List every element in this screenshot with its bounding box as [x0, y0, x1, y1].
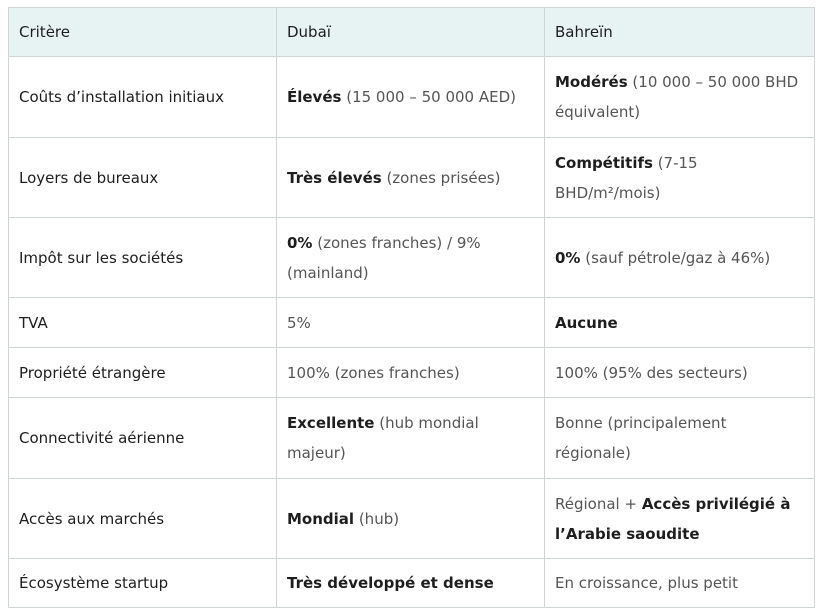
bahrain-cell	[545, 398, 815, 479]
table-header-row	[9, 8, 815, 57]
dubai-cell	[277, 348, 545, 398]
table-row	[9, 398, 815, 479]
criterion-cell: Coûts d’installation initiaux	[9, 57, 277, 138]
cell-strong-2: Accès privilégié à l’Arabie saoudite	[555, 494, 791, 543]
cell-strong: 0%	[287, 233, 313, 252]
criterion-cell: Loyers de bureaux	[9, 138, 277, 218]
table-row	[9, 138, 815, 218]
bahrain-cell	[545, 298, 815, 348]
bahrain-cell	[545, 138, 815, 218]
table-row	[9, 559, 815, 608]
cell-strong: Modérés	[555, 73, 628, 91]
table-row	[9, 57, 815, 138]
header-bahrain: Bahreïn	[545, 8, 815, 57]
cell-light: En croissance, plus petit	[555, 574, 738, 592]
dubai-cell	[277, 298, 545, 348]
criterion-cell: Connectivité aérienne	[9, 398, 277, 479]
cell-strong: Très développé et dense	[287, 574, 494, 592]
table-row	[9, 348, 815, 398]
cell-strong: Excellente	[287, 414, 375, 432]
cell-strong: Compétitifs	[555, 153, 653, 172]
dubai-cell	[277, 57, 545, 138]
header-criterion: Critère	[9, 8, 277, 57]
comparison-table	[8, 7, 815, 608]
cell-strong: Élevés	[287, 88, 342, 106]
cell-strong: Très élevés	[287, 168, 382, 187]
cell-light: (sauf pétrole/gaz à 46%)	[580, 248, 771, 267]
dubai-cell	[277, 398, 545, 479]
cell-light: (zones franches) / 9% (mainland)	[287, 233, 481, 282]
criterion-cell: TVA	[9, 298, 277, 348]
dubai-cell	[277, 479, 545, 559]
cell-light: (zones prisées)	[381, 168, 501, 187]
bahrain-cell	[545, 57, 815, 138]
bahrain-cell	[545, 479, 815, 559]
dubai-cell	[277, 559, 545, 608]
dubai-cell	[277, 218, 545, 298]
criterion-cell: Propriété étrangère	[9, 348, 277, 398]
cell-light: (7-15 BHD/m²/mois)	[555, 153, 698, 202]
cell-light: 5%	[287, 313, 311, 332]
cell-light: (15 000 – 50 000 AED)	[341, 88, 516, 106]
cell-light: (10 000 – 50 000 BHD équivalent)	[555, 73, 799, 121]
header-dubai: Dubaï	[277, 8, 545, 57]
table-row	[9, 479, 815, 559]
cell-strong: Aucune	[555, 313, 618, 332]
cell-light: Régional +	[555, 494, 642, 513]
dubai-cell	[277, 138, 545, 218]
cell-strong: 0%	[555, 248, 581, 267]
table-row	[9, 298, 815, 348]
criterion-cell: Impôt sur les sociétés	[9, 218, 277, 298]
bahrain-cell	[545, 559, 815, 608]
cell-light: (hub)	[354, 509, 400, 528]
cell-light: Bonne (principalement régionale)	[555, 414, 727, 462]
cell-light: (hub mondial majeur)	[287, 414, 479, 462]
criterion-cell: Écosystème startup	[9, 559, 277, 608]
bahrain-cell	[545, 218, 815, 298]
cell-light: 100% (zones franches)	[287, 363, 460, 382]
table-row	[9, 218, 815, 298]
bahrain-cell	[545, 348, 815, 398]
cell-strong: Mondial	[287, 509, 355, 528]
cell-light: 100% (95% des secteurs)	[555, 363, 748, 382]
criterion-cell: Accès aux marchés	[9, 479, 277, 559]
